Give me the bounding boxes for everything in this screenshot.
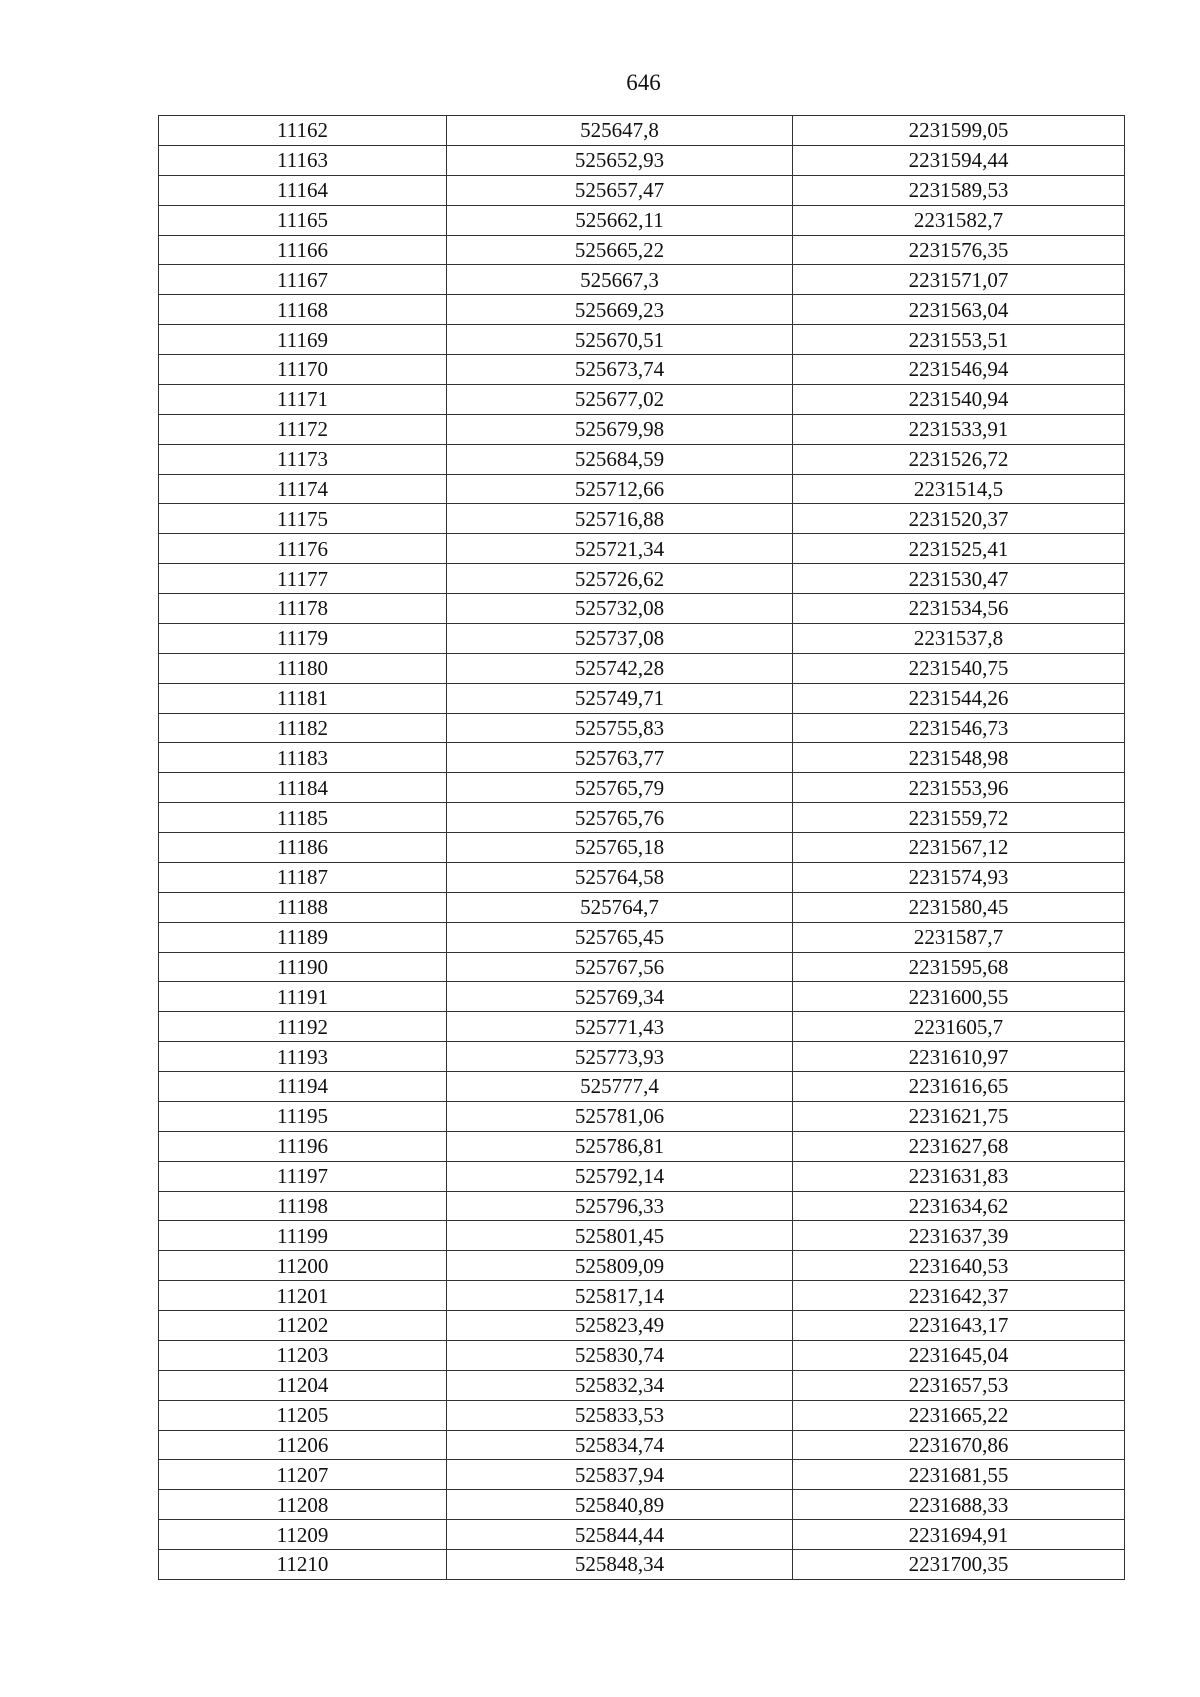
x-coordinate-cell: 525667,3 bbox=[447, 265, 793, 295]
point-number-cell: 11187 bbox=[159, 862, 447, 892]
table-row bbox=[159, 1400, 1125, 1430]
table-row bbox=[159, 1520, 1125, 1550]
point-number-cell: 11182 bbox=[159, 713, 447, 743]
table-row bbox=[159, 683, 1125, 713]
x-coordinate-cell: 525679,98 bbox=[447, 414, 793, 444]
point-number-cell: 11168 bbox=[159, 295, 447, 325]
y-coordinate-cell: 2231544,26 bbox=[793, 683, 1125, 713]
x-coordinate-cell: 525833,53 bbox=[447, 1400, 793, 1430]
table-row bbox=[159, 474, 1125, 504]
point-number-cell: 11176 bbox=[159, 534, 447, 564]
x-coordinate-cell: 525657,47 bbox=[447, 175, 793, 205]
x-coordinate-cell: 525837,94 bbox=[447, 1460, 793, 1490]
x-coordinate-cell: 525721,34 bbox=[447, 534, 793, 564]
x-coordinate-cell: 525742,28 bbox=[447, 653, 793, 683]
table-row bbox=[159, 862, 1125, 892]
table-row bbox=[159, 534, 1125, 564]
y-coordinate-cell: 2231616,65 bbox=[793, 1072, 1125, 1102]
table-row bbox=[159, 1012, 1125, 1042]
y-coordinate-cell: 2231694,91 bbox=[793, 1520, 1125, 1550]
table-row bbox=[159, 594, 1125, 624]
x-coordinate-cell: 525732,08 bbox=[447, 594, 793, 624]
point-number-cell: 11203 bbox=[159, 1340, 447, 1370]
table-row bbox=[159, 325, 1125, 355]
y-coordinate-cell: 2231540,94 bbox=[793, 384, 1125, 414]
point-number-cell: 11170 bbox=[159, 355, 447, 385]
point-number-cell: 11162 bbox=[159, 116, 447, 146]
point-number-cell: 11169 bbox=[159, 325, 447, 355]
x-coordinate-cell: 525840,89 bbox=[447, 1490, 793, 1520]
y-coordinate-cell: 2231553,51 bbox=[793, 325, 1125, 355]
y-coordinate-cell: 2231526,72 bbox=[793, 444, 1125, 474]
table-row bbox=[159, 1131, 1125, 1161]
table-row bbox=[159, 1221, 1125, 1251]
point-number-cell: 11172 bbox=[159, 414, 447, 444]
x-coordinate-cell: 525716,88 bbox=[447, 504, 793, 534]
table-row bbox=[159, 295, 1125, 325]
table-row bbox=[159, 504, 1125, 534]
point-number-cell: 11206 bbox=[159, 1430, 447, 1460]
x-coordinate-cell: 525652,93 bbox=[447, 145, 793, 175]
x-coordinate-cell: 525764,58 bbox=[447, 862, 793, 892]
point-number-cell: 11188 bbox=[159, 892, 447, 922]
point-number-cell: 11190 bbox=[159, 952, 447, 982]
point-number-cell: 11208 bbox=[159, 1490, 447, 1520]
x-coordinate-cell: 525669,23 bbox=[447, 295, 793, 325]
point-number-cell: 11167 bbox=[159, 265, 447, 295]
point-number-cell: 11194 bbox=[159, 1072, 447, 1102]
coordinates-table bbox=[158, 115, 1125, 1580]
y-coordinate-cell: 2231567,12 bbox=[793, 833, 1125, 863]
x-coordinate-cell: 525665,22 bbox=[447, 235, 793, 265]
point-number-cell: 11185 bbox=[159, 803, 447, 833]
point-number-cell: 11209 bbox=[159, 1520, 447, 1550]
y-coordinate-cell: 2231605,7 bbox=[793, 1012, 1125, 1042]
table-row bbox=[159, 1430, 1125, 1460]
table-row bbox=[159, 265, 1125, 295]
table-row bbox=[159, 444, 1125, 474]
table-row bbox=[159, 355, 1125, 385]
y-coordinate-cell: 2231643,17 bbox=[793, 1311, 1125, 1341]
point-number-cell: 11210 bbox=[159, 1550, 447, 1580]
x-coordinate-cell: 525737,08 bbox=[447, 623, 793, 653]
table-row bbox=[159, 564, 1125, 594]
table-row bbox=[159, 982, 1125, 1012]
y-coordinate-cell: 2231599,05 bbox=[793, 116, 1125, 146]
y-coordinate-cell: 2231574,93 bbox=[793, 862, 1125, 892]
y-coordinate-cell: 2231514,5 bbox=[793, 474, 1125, 504]
x-coordinate-cell: 525765,45 bbox=[447, 922, 793, 952]
y-coordinate-cell: 2231576,35 bbox=[793, 235, 1125, 265]
point-number-cell: 11205 bbox=[159, 1400, 447, 1430]
x-coordinate-cell: 525670,51 bbox=[447, 325, 793, 355]
y-coordinate-cell: 2231634,62 bbox=[793, 1191, 1125, 1221]
x-coordinate-cell: 525796,33 bbox=[447, 1191, 793, 1221]
y-coordinate-cell: 2231642,37 bbox=[793, 1281, 1125, 1311]
table-row bbox=[159, 116, 1125, 146]
y-coordinate-cell: 2231533,91 bbox=[793, 414, 1125, 444]
point-number-cell: 11184 bbox=[159, 773, 447, 803]
y-coordinate-cell: 2231595,68 bbox=[793, 952, 1125, 982]
table-row bbox=[159, 145, 1125, 175]
table-row bbox=[159, 1550, 1125, 1580]
point-number-cell: 11166 bbox=[159, 235, 447, 265]
x-coordinate-cell: 525763,77 bbox=[447, 743, 793, 773]
point-number-cell: 11163 bbox=[159, 145, 447, 175]
point-number-cell: 11180 bbox=[159, 653, 447, 683]
point-number-cell: 11192 bbox=[159, 1012, 447, 1042]
table-row bbox=[159, 1042, 1125, 1072]
table-row bbox=[159, 892, 1125, 922]
x-coordinate-cell: 525817,14 bbox=[447, 1281, 793, 1311]
table-row bbox=[159, 414, 1125, 444]
y-coordinate-cell: 2231546,94 bbox=[793, 355, 1125, 385]
y-coordinate-cell: 2231571,07 bbox=[793, 265, 1125, 295]
coordinates-table-body bbox=[159, 116, 1125, 1580]
table-row bbox=[159, 1072, 1125, 1102]
x-coordinate-cell: 525823,49 bbox=[447, 1311, 793, 1341]
x-coordinate-cell: 525749,71 bbox=[447, 683, 793, 713]
point-number-cell: 11198 bbox=[159, 1191, 447, 1221]
table-row bbox=[159, 175, 1125, 205]
y-coordinate-cell: 2231587,7 bbox=[793, 922, 1125, 952]
y-coordinate-cell: 2231534,56 bbox=[793, 594, 1125, 624]
x-coordinate-cell: 525830,74 bbox=[447, 1340, 793, 1370]
y-coordinate-cell: 2231546,73 bbox=[793, 713, 1125, 743]
x-coordinate-cell: 525765,18 bbox=[447, 833, 793, 863]
point-number-cell: 11202 bbox=[159, 1311, 447, 1341]
table-row bbox=[159, 713, 1125, 743]
point-number-cell: 11197 bbox=[159, 1161, 447, 1191]
x-coordinate-cell: 525726,62 bbox=[447, 564, 793, 594]
table-row bbox=[159, 1281, 1125, 1311]
y-coordinate-cell: 2231621,75 bbox=[793, 1101, 1125, 1131]
point-number-cell: 11201 bbox=[159, 1281, 447, 1311]
table-row bbox=[159, 623, 1125, 653]
y-coordinate-cell: 2231600,55 bbox=[793, 982, 1125, 1012]
point-number-cell: 11195 bbox=[159, 1101, 447, 1131]
y-coordinate-cell: 2231580,45 bbox=[793, 892, 1125, 922]
y-coordinate-cell: 2231548,98 bbox=[793, 743, 1125, 773]
table-row bbox=[159, 1340, 1125, 1370]
x-coordinate-cell: 525848,34 bbox=[447, 1550, 793, 1580]
x-coordinate-cell: 525773,93 bbox=[447, 1042, 793, 1072]
table-row bbox=[159, 803, 1125, 833]
y-coordinate-cell: 2231688,33 bbox=[793, 1490, 1125, 1520]
table-row bbox=[159, 1191, 1125, 1221]
x-coordinate-cell: 525673,74 bbox=[447, 355, 793, 385]
y-coordinate-cell: 2231553,96 bbox=[793, 773, 1125, 803]
x-coordinate-cell: 525662,11 bbox=[447, 205, 793, 235]
x-coordinate-cell: 525765,76 bbox=[447, 803, 793, 833]
x-coordinate-cell: 525786,81 bbox=[447, 1131, 793, 1161]
x-coordinate-cell: 525801,45 bbox=[447, 1221, 793, 1251]
y-coordinate-cell: 2231657,53 bbox=[793, 1370, 1125, 1400]
point-number-cell: 11171 bbox=[159, 384, 447, 414]
point-number-cell: 11189 bbox=[159, 922, 447, 952]
table-row bbox=[159, 205, 1125, 235]
table-row bbox=[159, 922, 1125, 952]
y-coordinate-cell: 2231559,72 bbox=[793, 803, 1125, 833]
x-coordinate-cell: 525764,7 bbox=[447, 892, 793, 922]
y-coordinate-cell: 2231537,8 bbox=[793, 623, 1125, 653]
table-row bbox=[159, 653, 1125, 683]
x-coordinate-cell: 525792,14 bbox=[447, 1161, 793, 1191]
table-row bbox=[159, 833, 1125, 863]
x-coordinate-cell: 525755,83 bbox=[447, 713, 793, 743]
y-coordinate-cell: 2231637,39 bbox=[793, 1221, 1125, 1251]
table-row bbox=[159, 1370, 1125, 1400]
point-number-cell: 11204 bbox=[159, 1370, 447, 1400]
table-row bbox=[159, 1460, 1125, 1490]
x-coordinate-cell: 525809,09 bbox=[447, 1251, 793, 1281]
x-coordinate-cell: 525769,34 bbox=[447, 982, 793, 1012]
table-row bbox=[159, 1311, 1125, 1341]
point-number-cell: 11181 bbox=[159, 683, 447, 713]
y-coordinate-cell: 2231525,41 bbox=[793, 534, 1125, 564]
y-coordinate-cell: 2231631,83 bbox=[793, 1161, 1125, 1191]
x-coordinate-cell: 525684,59 bbox=[447, 444, 793, 474]
table-row bbox=[159, 952, 1125, 982]
table-row bbox=[159, 773, 1125, 803]
point-number-cell: 11175 bbox=[159, 504, 447, 534]
point-number-cell: 11200 bbox=[159, 1251, 447, 1281]
point-number-cell: 11165 bbox=[159, 205, 447, 235]
x-coordinate-cell: 525844,44 bbox=[447, 1520, 793, 1550]
table-row bbox=[159, 1251, 1125, 1281]
y-coordinate-cell: 2231700,35 bbox=[793, 1550, 1125, 1580]
point-number-cell: 11178 bbox=[159, 594, 447, 624]
y-coordinate-cell: 2231530,47 bbox=[793, 564, 1125, 594]
x-coordinate-cell: 525767,56 bbox=[447, 952, 793, 982]
y-coordinate-cell: 2231665,22 bbox=[793, 1400, 1125, 1430]
point-number-cell: 11196 bbox=[159, 1131, 447, 1161]
y-coordinate-cell: 2231540,75 bbox=[793, 653, 1125, 683]
y-coordinate-cell: 2231627,68 bbox=[793, 1131, 1125, 1161]
x-coordinate-cell: 525712,66 bbox=[447, 474, 793, 504]
point-number-cell: 11164 bbox=[159, 175, 447, 205]
page-number: 646 bbox=[626, 70, 661, 95]
point-number-cell: 11174 bbox=[159, 474, 447, 504]
y-coordinate-cell: 2231670,86 bbox=[793, 1430, 1125, 1460]
x-coordinate-cell: 525677,02 bbox=[447, 384, 793, 414]
y-coordinate-cell: 2231582,7 bbox=[793, 205, 1125, 235]
x-coordinate-cell: 525771,43 bbox=[447, 1012, 793, 1042]
point-number-cell: 11186 bbox=[159, 833, 447, 863]
table-row bbox=[159, 1161, 1125, 1191]
x-coordinate-cell: 525781,06 bbox=[447, 1101, 793, 1131]
point-number-cell: 11183 bbox=[159, 743, 447, 773]
table-row bbox=[159, 743, 1125, 773]
y-coordinate-cell: 2231681,55 bbox=[793, 1460, 1125, 1490]
y-coordinate-cell: 2231520,37 bbox=[793, 504, 1125, 534]
point-number-cell: 11177 bbox=[159, 564, 447, 594]
point-number-cell: 11193 bbox=[159, 1042, 447, 1072]
y-coordinate-cell: 2231610,97 bbox=[793, 1042, 1125, 1072]
point-number-cell: 11207 bbox=[159, 1460, 447, 1490]
y-coordinate-cell: 2231640,53 bbox=[793, 1251, 1125, 1281]
table-row bbox=[159, 384, 1125, 414]
y-coordinate-cell: 2231645,04 bbox=[793, 1340, 1125, 1370]
x-coordinate-cell: 525832,34 bbox=[447, 1370, 793, 1400]
point-number-cell: 11199 bbox=[159, 1221, 447, 1251]
point-number-cell: 11191 bbox=[159, 982, 447, 1012]
x-coordinate-cell: 525765,79 bbox=[447, 773, 793, 803]
y-coordinate-cell: 2231563,04 bbox=[793, 295, 1125, 325]
y-coordinate-cell: 2231594,44 bbox=[793, 145, 1125, 175]
point-number-cell: 11173 bbox=[159, 444, 447, 474]
table-row bbox=[159, 1490, 1125, 1520]
table-row bbox=[159, 1101, 1125, 1131]
point-number-cell: 11179 bbox=[159, 623, 447, 653]
x-coordinate-cell: 525647,8 bbox=[447, 116, 793, 146]
x-coordinate-cell: 525777,4 bbox=[447, 1072, 793, 1102]
y-coordinate-cell: 2231589,53 bbox=[793, 175, 1125, 205]
x-coordinate-cell: 525834,74 bbox=[447, 1430, 793, 1460]
table-row bbox=[159, 235, 1125, 265]
